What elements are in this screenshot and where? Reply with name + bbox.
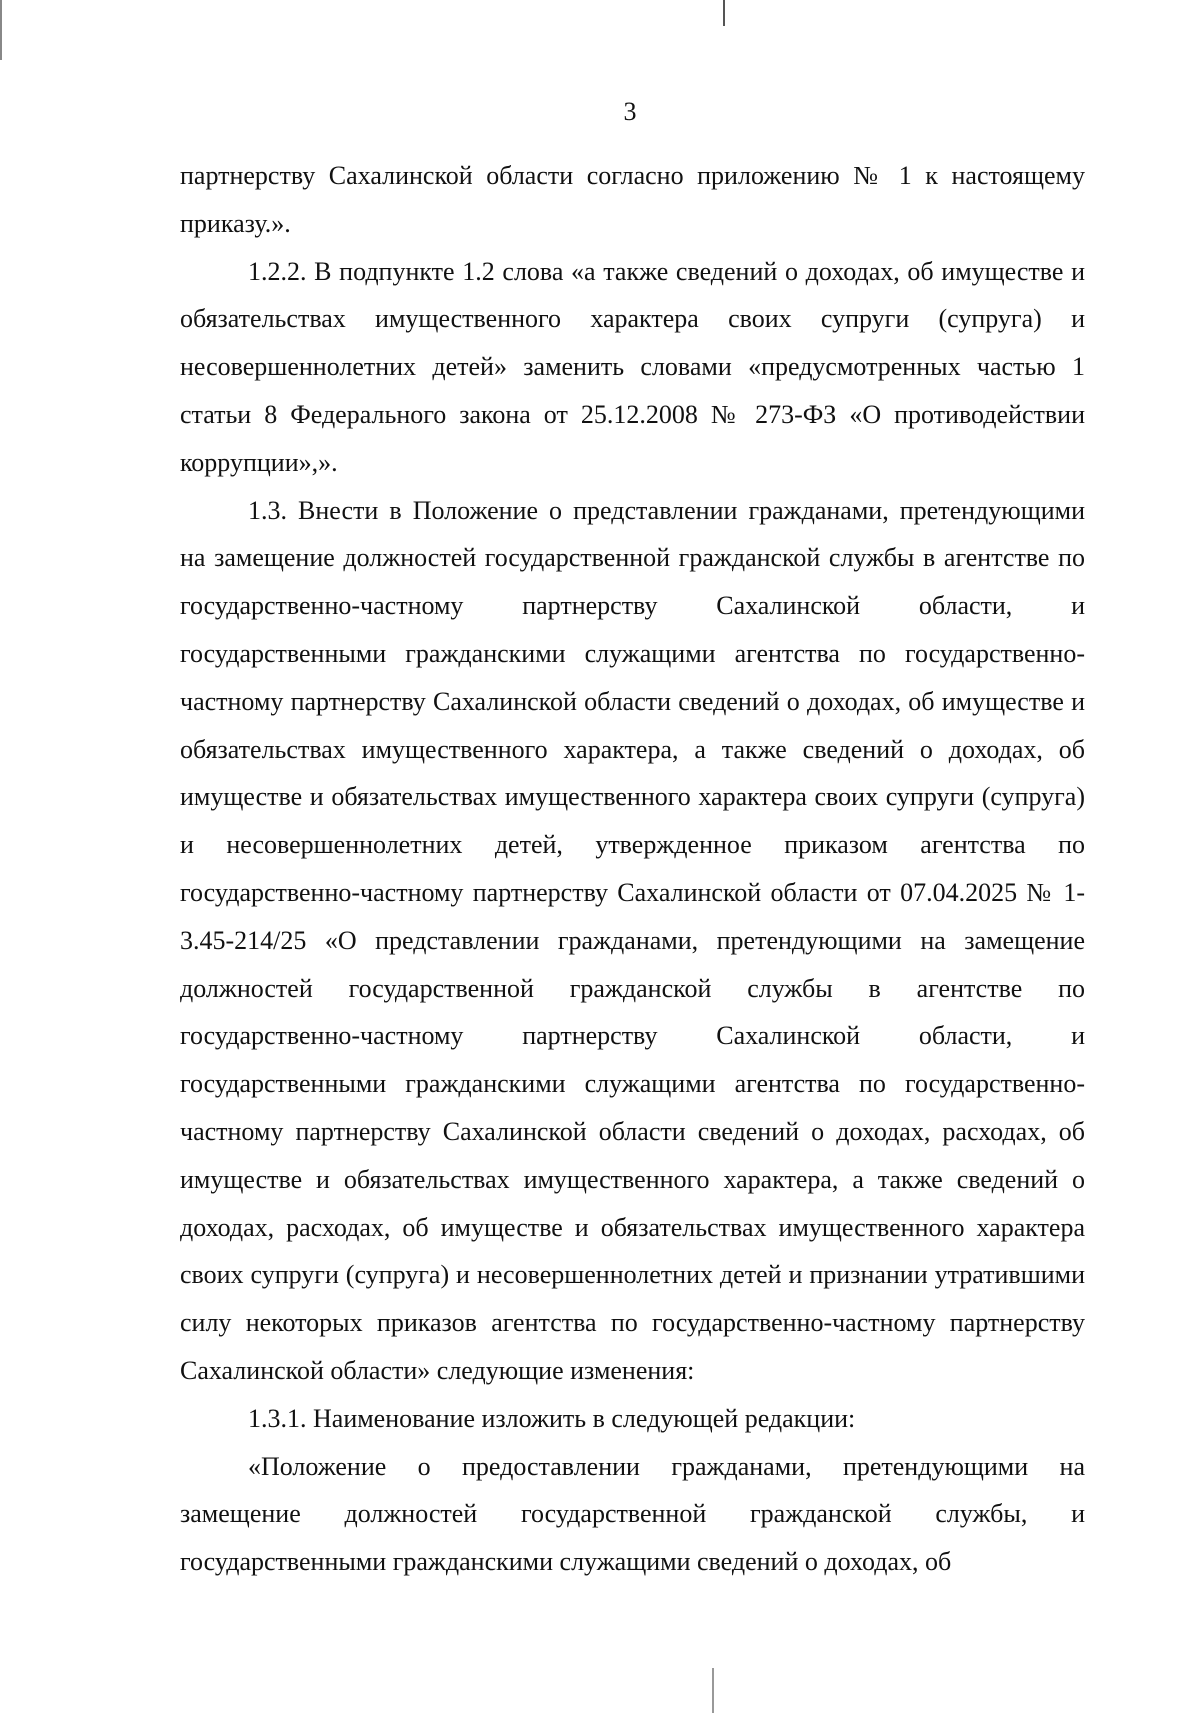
paragraph-1-2-2: 1.2.2. В подпункте 1.2 слова «а также сведений о доходах, об имуществе и обязательствах имущественного характера своих супруги (супруга) и несовершеннолетних детей» заменить словами «предусмотренных частью 1 статьи 8 Федерального закона от 25.12.2008 № 273-ФЗ «О противодействии коррупции»,». bbox=[180, 256, 1085, 477]
scan-artifact-bottom-line bbox=[712, 1668, 714, 1713]
page-number: 3 bbox=[623, 97, 637, 126]
paragraph-1-3-1: 1.3.1. Наименование изложить в следующей редакции: bbox=[248, 1403, 856, 1433]
paragraph-1-3: 1.3. Внести в Положение о представлении гражданами, претендующими на замещение должностей государственной гражданской службы в агентстве по государственно-частному партнерству Сахалинской области, и государственными гражданскими служащими агентства по государственно-частному партнерству Сахалинской области сведений о доходах, об имуществе и обязательствах имущественного характера, а также сведений о доходах, об имуществе и обязательствах имущественного характера своих супруги (супруга) и несовершеннолетних детей, утвержденное приказом агентства по государственно-частному партнерству Сахалинской области от 07.04.2025 № 1-3.45-214/25 «О представлении гражданами, претендующими на замещение должностей государственной гражданской службы в агентстве по государственно-частному партнерству Сахалинской области, и государственными гражданскими служащими агентства по государственно-частному партнерству Сахалинской области сведений о доходах, расходах, об имуществе и обязательствах имущественного характера, а также сведений о доходах, расходах, об имуществе и обязательствах имущественного характера своих супруги (супруга) и несовершеннолетних детей и признании утратившими силу некоторых приказов агентства по государственно-частному партнерству Сахалинской области» следующие изменения: bbox=[180, 495, 1085, 1385]
scan-artifact-top-line bbox=[723, 0, 725, 26]
paragraph-quoted-title: «Положение о предоставлении гражданами, претендующими на замещение должностей государственной гражданской службы, и государственными гражданскими служащими сведений о доходах, об bbox=[180, 1451, 1085, 1577]
paragraph-continuation: партнерству Сахалинской области согласно приложению № 1 к настоящему приказу.». bbox=[180, 161, 1085, 238]
document-body bbox=[180, 152, 1085, 1586]
scan-artifact-left-edge bbox=[0, 0, 2, 60]
